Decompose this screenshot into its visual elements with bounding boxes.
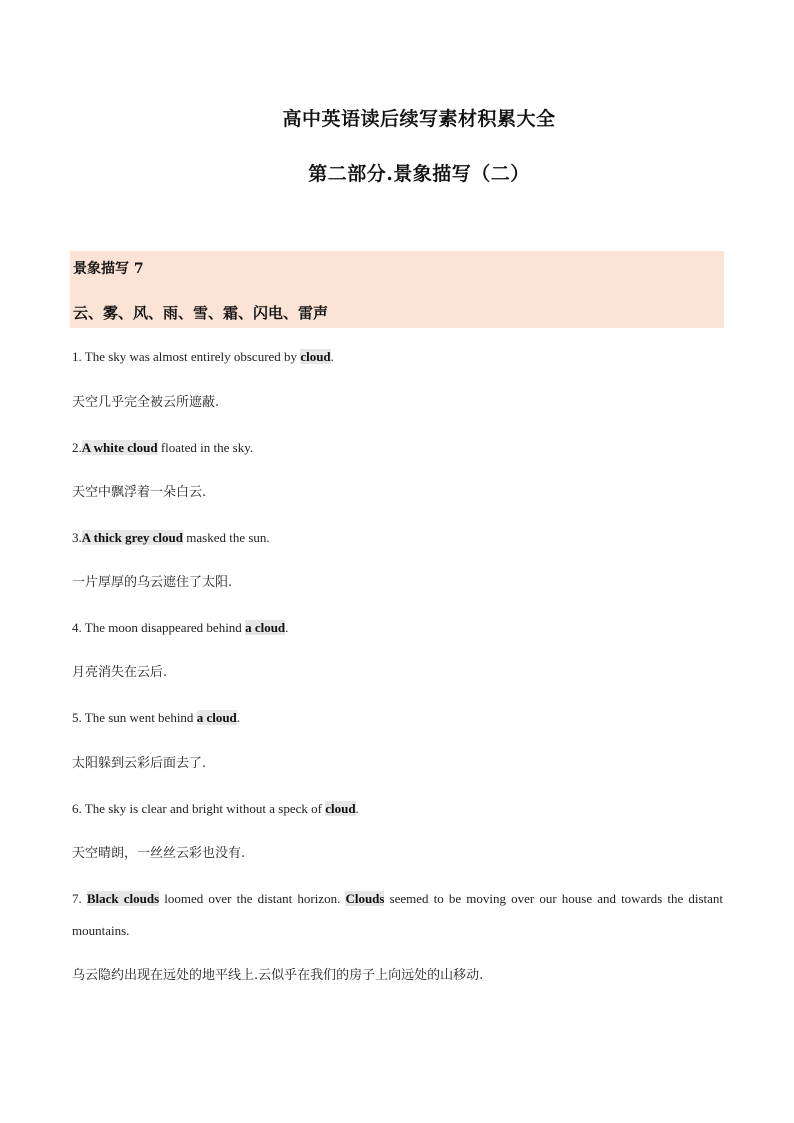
sentence-text: .	[285, 620, 289, 635]
keyword-highlight: cloud	[325, 801, 356, 816]
section-heading: 景象描写 7	[73, 261, 144, 277]
chinese-translation-5: 太阳躲到云彩后面去了.	[72, 756, 207, 771]
english-sentence-4	[72, 619, 723, 637]
sentence-text: 6. The sky is clear and bright without a speck of	[72, 801, 326, 816]
english-sentence-5	[72, 709, 723, 727]
chinese-translation-1: 天空几乎完全被云所遮蔽.	[72, 395, 220, 410]
english-sentence-7	[72, 883, 723, 947]
sentence-text: seemed to be moving over our house and towards the distant mountains.	[72, 891, 723, 938]
chinese-translation-4: 月亮消失在云后.	[72, 665, 168, 680]
english-sentence-2	[72, 439, 723, 457]
keyword-highlight: A white cloud	[81, 440, 158, 455]
chinese-translation-3: 一片厚厚的乌云遮住了太阳.	[72, 575, 233, 590]
keyword-highlight: Black clouds	[86, 891, 160, 906]
chinese-translation-7: 乌云隐约出现在远处的地平线上.云似乎在我们的房子上向远处的山移动.	[72, 968, 484, 983]
keyword-highlight: Clouds	[345, 891, 385, 906]
sentence-text: 1. The sky was almost entirely obscured by	[72, 349, 301, 364]
sentence-text: 3.	[72, 530, 82, 545]
sentence-text: .	[355, 801, 359, 816]
sentence-text: 2.	[72, 440, 82, 455]
sentence-text: 7.	[72, 891, 87, 906]
document-subtitle: 第二部分.景象描写（二）	[308, 163, 530, 185]
sentence-text: .	[236, 710, 241, 725]
english-sentence-1	[72, 348, 723, 366]
english-sentence-6	[72, 800, 723, 818]
sentence-text: loomed over the distant horizon.	[159, 891, 346, 906]
sentence-text: 5. The sun went behind	[72, 710, 197, 725]
keyword-highlight: a cloud	[196, 710, 237, 725]
sentence-text: masked the sun.	[183, 530, 270, 545]
english-sentence-3	[72, 529, 723, 547]
chinese-translation-6: 天空晴朗，一丝丝云彩也没有.	[72, 846, 246, 861]
sentence-text: 4. The moon disappeared behind	[72, 620, 246, 635]
chinese-translation-2: 天空中飘浮着一朵白云.	[72, 485, 207, 500]
sentence-text: .	[330, 349, 334, 364]
document-title: 高中英语读后续写素材积累大全	[282, 108, 556, 130]
keyword-highlight: cloud	[300, 349, 331, 364]
section-header	[70, 251, 724, 328]
section-topic: 云、雾、风、雨、雪、霜、闪电、雷声	[73, 304, 329, 322]
sentence-text: floated in the sky.	[157, 440, 254, 455]
keyword-highlight: A thick grey cloud	[81, 530, 183, 545]
keyword-highlight: a cloud	[245, 620, 286, 635]
